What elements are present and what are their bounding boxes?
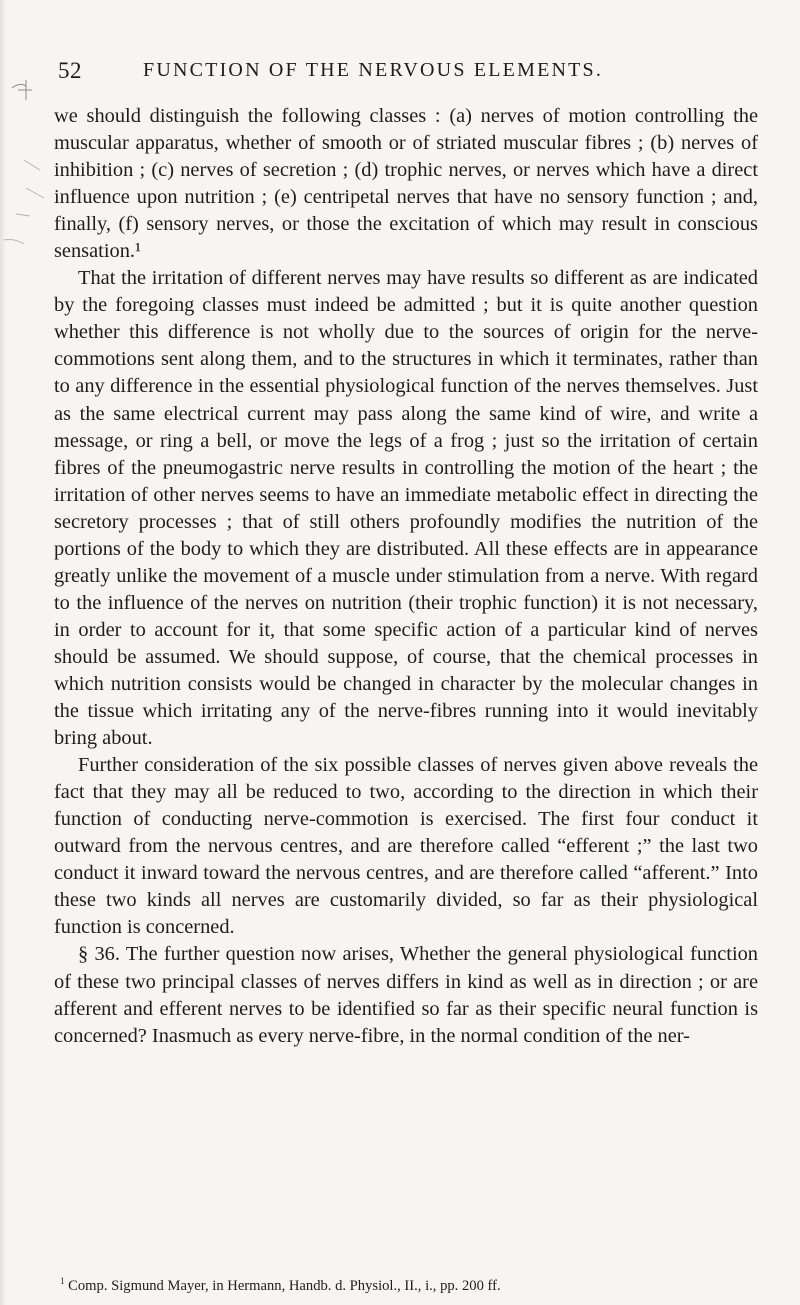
footnote-text: Comp. Sigmund Mayer, in Hermann, Handb. d. Physiol., II., i., pp. 200 ff. [68,1277,501,1294]
paragraph: That the irritation of different nerves may have results so different as are indicated by the foregoing classes must indeed be admitted ; but it is quite another question whether this difference is not wholly due to the sources of origin for the nerve-commotions sent along them, and to the structures in which it terminates, rather than to any difference in the essential physiological function of the nerves themselves. Just as the same electrical current may pass along the same kind of wire, and write a message, or ring a bell, or move the legs of a frog ; just so the irritation of certain fibres of the pneumogastric nerve results in controlling the motion of the heart ; the irritation of other nerves seems to have an immediate metabolic effect in directing the secretory processes ; that of still others profoundly modifies the nutrition of the portions of the body to which they are distributed. All these effects are in appearance greatly unlike the movement of a muscle under stimulation from a nerve. With regard to the influence of the nerves on nutrition (their trophic function) it is not necessary, in order to account for it, that some specific action of a particular kind of nerves should be assumed. We should suppose, of course, that the chemical processes in which nutrition consists would be changed in character by the molecular changes in the tissue which irritating any of the nerve-fibres running into it would inevitably bring about. [54,267,758,750]
page-number: 52 [58,58,82,83]
body-text [54,103,758,1050]
paragraph: § 36. The further question now arises, Whether the general physiological function of these two principal classes of nerves differs in kind as well as in direction ; or are afferent and efferent nerves to be identified so far as their specific neural function is concerned? Inasmuch as every nerve-fibre, in the normal condition of the ner- [54,943,758,1047]
running-head: FUNCTION OF THE NERVOUS ELEMENTS. [143,59,604,81]
page-header [58,58,760,88]
paragraph: we should distinguish the following classes : (a) nerves of motion controlling the muscular apparatus, whether of smooth or of striated muscular fibres ; (b) nerves of inhibition ; (c) nerves of secretion ; (d) trophic nerves, or nerves which have a direct influence upon nutrition ; (e) centripetal nerves that have no sensory function ; and, finally, (f) sensory nerves, or those the excitation of which may result in conscious sensation.¹ [54,105,758,263]
footnote [60,1272,780,1295]
paragraph: Further consideration of the six possible classes of nerves given above reveals the fact that they may all be reduced to two, according to the direction in which their function of conducting nerve-commotion is exercised. The first four conduct it outward from the nervous centres, and are therefore called “efferent ;” the last two conduct it inward toward the nervous centres, and are therefore called “afferent.” Into these two kinds all nerves are customarily divided, so far as their physiological function is concerned. [54,754,758,939]
margin-pencil-marks [0,60,54,760]
footnote-marker: 1 [60,1276,65,1286]
